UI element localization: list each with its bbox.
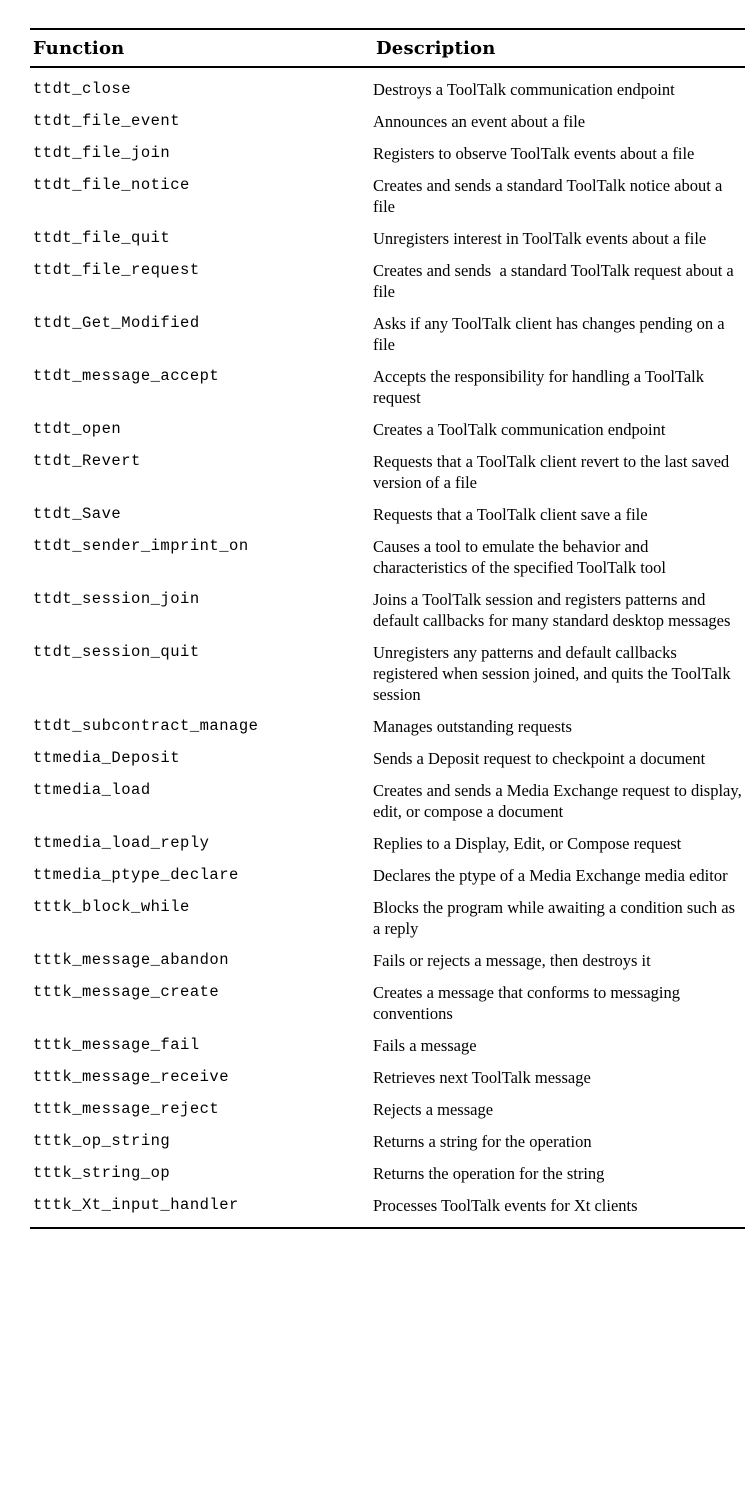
function-description-cell: Joins a ToolTalk session and registers patterns and default callbacks for many standard desktop messages [373, 590, 731, 630]
function-description-cell: Unregisters any patterns and default callbacks registered when session joined, and quits the ToolTalk session [373, 643, 735, 704]
function-name-cell: tttk_message_create [33, 983, 220, 1001]
table-row [30, 111, 745, 143]
function-name-cell: ttdt_file_quit [33, 229, 171, 247]
function-description-cell: Processes ToolTalk events for Xt clients [373, 1196, 638, 1215]
table-header [30, 29, 745, 67]
function-name-cell: tttk_message_fail [33, 1036, 200, 1054]
table-row [30, 366, 745, 419]
function-name-cell: ttdt_Save [33, 505, 122, 523]
table-row [30, 1067, 745, 1099]
function-name-cell: tttk_block_while [33, 898, 190, 916]
table-row [30, 865, 745, 897]
function-name-cell: ttmedia_ptype_declare [33, 866, 239, 884]
function-name-cell: ttmedia_load [33, 781, 151, 799]
function-description-cell: Announces an event about a file [373, 112, 586, 131]
table-row [30, 260, 745, 313]
function-description-cell: Declares the ptype of a Media Exchange media editor [373, 866, 728, 885]
function-description-cell: Fails or rejects a message, then destroys it [373, 951, 651, 970]
table-row [30, 175, 745, 228]
function-name-cell: tttk_message_reject [33, 1100, 220, 1118]
table-row [30, 589, 745, 642]
function-name-cell: ttdt_close [33, 80, 132, 98]
table-row [30, 228, 745, 260]
function-name-cell: ttdt_session_join [33, 590, 200, 608]
table-row [30, 833, 745, 865]
column-header-function: Function [30, 29, 373, 67]
function-description-cell: Manages outstanding requests [373, 717, 572, 736]
function-name-cell: ttdt_open [33, 420, 122, 438]
table-row [30, 1099, 745, 1131]
function-description-cell: Accepts the responsibility for handling a ToolTalk request [373, 367, 709, 407]
function-name-cell: ttdt_subcontract_manage [33, 717, 259, 735]
function-description-cell: Asks if any ToolTalk client has changes pending on a file [373, 314, 729, 354]
function-description-cell: Requests that a ToolTalk client save a file [373, 505, 648, 524]
function-description-cell: Unregisters interest in ToolTalk events about a file [373, 229, 707, 248]
column-header-description: Description [373, 29, 745, 67]
table-row [30, 780, 745, 833]
function-description-cell: Creates a ToolTalk communication endpoint [373, 420, 666, 439]
function-name-cell: ttdt_Revert [33, 452, 141, 470]
function-name-cell: ttdt_file_notice [33, 176, 190, 194]
function-description-cell: Blocks the program while awaiting a condition such as a reply [373, 898, 740, 938]
document-page [0, 28, 746, 1504]
table-row [30, 451, 745, 504]
table-row [30, 504, 745, 536]
table-row [30, 1195, 745, 1228]
function-name-cell: ttdt_sender_imprint_on [33, 537, 249, 555]
table-row [30, 419, 745, 451]
function-name-cell: ttdt_file_join [33, 144, 171, 162]
table-row [30, 642, 745, 716]
function-description-cell: Creates and sends a standard ToolTalk request about a file [373, 261, 738, 301]
function-description-cell: Causes a tool to emulate the behavior and characteristics of the specified ToolTalk tool [373, 537, 666, 577]
table-row [30, 67, 745, 111]
function-name-cell: tttk_message_abandon [33, 951, 230, 969]
function-description-cell: Registers to observe ToolTalk events about a file [373, 144, 695, 163]
function-description-cell: Creates and sends a Media Exchange request to display, edit, or compose a document [373, 781, 746, 821]
function-name-cell: ttmedia_Deposit [33, 749, 181, 767]
function-name-cell: ttdt_session_quit [33, 643, 200, 661]
table-row [30, 1035, 745, 1067]
function-description-cell: Requests that a ToolTalk client revert to the last saved version of a file [373, 452, 734, 492]
function-name-cell: ttdt_file_request [33, 261, 200, 279]
function-description-cell: Returns a string for the operation [373, 1132, 592, 1151]
function-name-cell: tttk_string_op [33, 1164, 171, 1182]
function-description-cell: Retrieves next ToolTalk message [373, 1068, 591, 1087]
function-name-cell: ttdt_message_accept [33, 367, 220, 385]
function-description-cell: Fails a message [373, 1036, 477, 1055]
table-row [30, 950, 745, 982]
function-description-cell: Sends a Deposit request to checkpoint a document [373, 749, 706, 768]
table-row [30, 536, 745, 589]
function-description-cell: Destroys a ToolTalk communication endpoint [373, 80, 675, 99]
table-row [30, 716, 745, 748]
function-description-cell: Rejects a message [373, 1100, 494, 1119]
table-row [30, 897, 745, 950]
function-name-cell: tttk_message_receive [33, 1068, 230, 1086]
table-row [30, 313, 745, 366]
function-description-cell: Replies to a Display, Edit, or Compose request [373, 834, 682, 853]
function-description-cell: Returns the operation for the string [373, 1164, 605, 1183]
function-name-cell: ttdt_file_event [33, 112, 181, 130]
function-name-cell: tttk_Xt_input_handler [33, 1196, 239, 1214]
function-reference-table [30, 28, 745, 1229]
function-name-cell: ttmedia_load_reply [33, 834, 210, 852]
table-row [30, 1163, 745, 1195]
function-name-cell: tttk_op_string [33, 1132, 171, 1150]
table-row [30, 1131, 745, 1163]
table-row [30, 748, 745, 780]
function-description-cell: Creates and sends a standard ToolTalk notice about a file [373, 176, 727, 216]
header-row [30, 29, 745, 67]
table-row [30, 143, 745, 175]
function-description-cell: Creates a message that conforms to messaging conventions [373, 983, 685, 1023]
function-table-body [30, 67, 745, 1228]
table-row [30, 982, 745, 1035]
function-name-cell: ttdt_Get_Modified [33, 314, 200, 332]
